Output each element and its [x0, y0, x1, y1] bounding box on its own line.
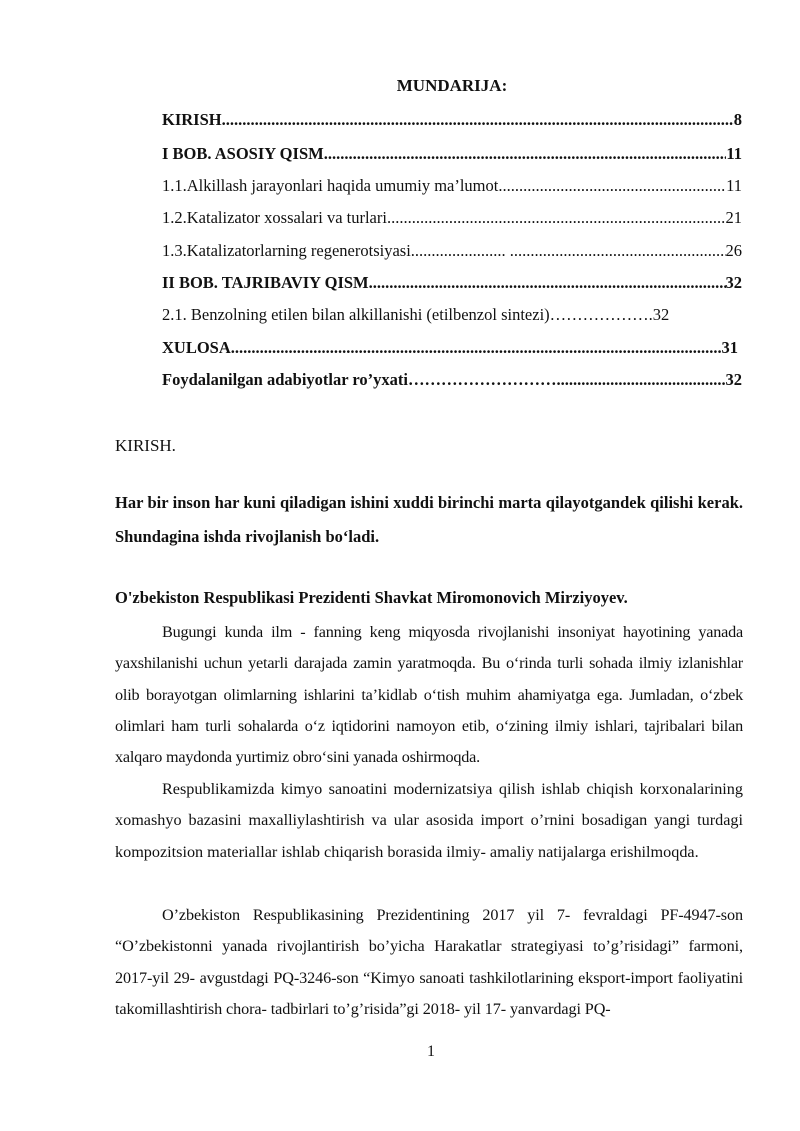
toc-item-number: 1.2.: [162, 208, 187, 227]
toc-item-kirish[interactable]: [162, 110, 742, 134]
toc-item-number: 1.1.: [162, 176, 187, 195]
toc-leader-dots: [387, 208, 726, 228]
toc-item-text: Alkillash jarayonlari haqida umumiy ma’lumot: [186, 176, 499, 195]
toc-leader-dots: [231, 338, 722, 358]
toc-item-page: 32: [725, 273, 742, 292]
toc-item-page: 31: [721, 338, 738, 357]
epigraph-quote: Har bir inson har kuni qiladigan ishini xuddi birinchi marta qilayotgandek qilishi kerak. Shundagina ishda rivojlanish bo‘ladi.: [115, 493, 743, 546]
toc-item-number: 1.3.: [162, 241, 187, 260]
toc-item-text: I BOB. ASOSIY QISM: [162, 144, 324, 163]
toc-item-text: Katalizator xossalari va turlari: [186, 208, 387, 227]
toc-leader-dots: [557, 370, 726, 390]
toc-leader-dots: [324, 144, 727, 164]
body-paragraph-1: Bugungi kunda ilm - fanning keng miqyosda rivojlanishi insoniyat hayotining yanada yaxshilanishi uchun yetarli darajada zamin yaratmoqda. Bu o‘rinda turli sohada ilmiy izlanishlar olib borayotgan olimlarning ishlarini ta’kidlab o‘tish muhim ahamiyatga ega. Jumladan, o‘zbek olimlari ham turli sohalarda o‘z iqtidorini namoyon etib, o‘zining ilmiy ishlari, tajribalari bilan xalqaro maydonda yurtimiz obro‘sini yanada oshirmoqda.: [115, 623, 743, 767]
toc-item-text: 2.1. Benzolning etilen bilan alkillanishi (etilbenzol sintezi)………………: [162, 305, 649, 324]
section-heading-kirish: KIRISH.: [115, 436, 176, 455]
toc-item-text: KIRISH: [162, 110, 222, 129]
toc-item-text: Foydalanilgan adabiyotlar ro’yxati………………………: [162, 370, 557, 389]
toc-leader-dots: [510, 241, 726, 261]
toc-title: MUNDARIJA:: [396, 76, 508, 95]
toc-item-1-1[interactable]: [162, 176, 742, 200]
toc-item-page: 8: [733, 110, 742, 129]
body-paragraph-3: O’zbekiston Respublikasining Prezidentining 2017 yil 7- fevraldagi PF-4947-son “O’zbekistonni yanada rivojlantirish bo’yicha Harakatlar strategiyasi to’g’risidagi” farmoni, 2017-yil 29- avgustdagi PQ-3246-son “Kimyo sanoati tashkilotlarining eksport-import faoliyatini takomillashtirish chora- tadbirlari to’g’risida”gi 2018- yil 17- yanvardagi PQ-: [115, 906, 743, 1018]
toc-item-page: 21: [725, 208, 742, 227]
toc-item-text: II BOB. TAJRIBAVIY QISM: [162, 273, 369, 292]
toc-item-page: 11: [726, 144, 742, 163]
page-number: 1: [427, 1043, 435, 1060]
toc-item-page: .32: [648, 305, 670, 324]
toc-item-xulosa[interactable]: [162, 338, 738, 362]
toc-item-text: Katalizatorlarning regenerotsiyasi.......................: [186, 241, 510, 260]
toc-item-1-2[interactable]: [162, 208, 742, 232]
toc-item-references[interactable]: [162, 370, 742, 394]
toc-item-chapter-1[interactable]: [162, 144, 742, 168]
toc-item-chapter-2[interactable]: [162, 273, 742, 297]
toc-leader-dots: [222, 110, 734, 130]
toc-leader-dots: [369, 273, 726, 293]
toc-item-text: XULOSA: [162, 338, 231, 357]
body-paragraph-2: Respublikamizda kimyo sanoatini modernizatsiya qilish ishlab chiqish korxonalarining xomashyo bazasini maxalliylashtirish va ular asosida import o’rnini bosadigan yangi turdagi kompozitsion materiallar ishlab chiqarish borasida ilmiy- amaliy natijalarga erishilmoqda.: [115, 780, 743, 861]
toc-item-page: 11: [726, 176, 742, 195]
epigraph-author: O'zbekiston Respublikasi Prezidenti Shavkat Miromonovich Mirziyoyev.: [115, 588, 628, 607]
toc-item-page: 32: [725, 370, 742, 389]
toc-item-2-1[interactable]: [162, 305, 740, 329]
toc-leader-dots: [498, 176, 726, 196]
toc-item-page: 26: [725, 241, 742, 260]
toc-item-1-3[interactable]: [162, 241, 742, 265]
